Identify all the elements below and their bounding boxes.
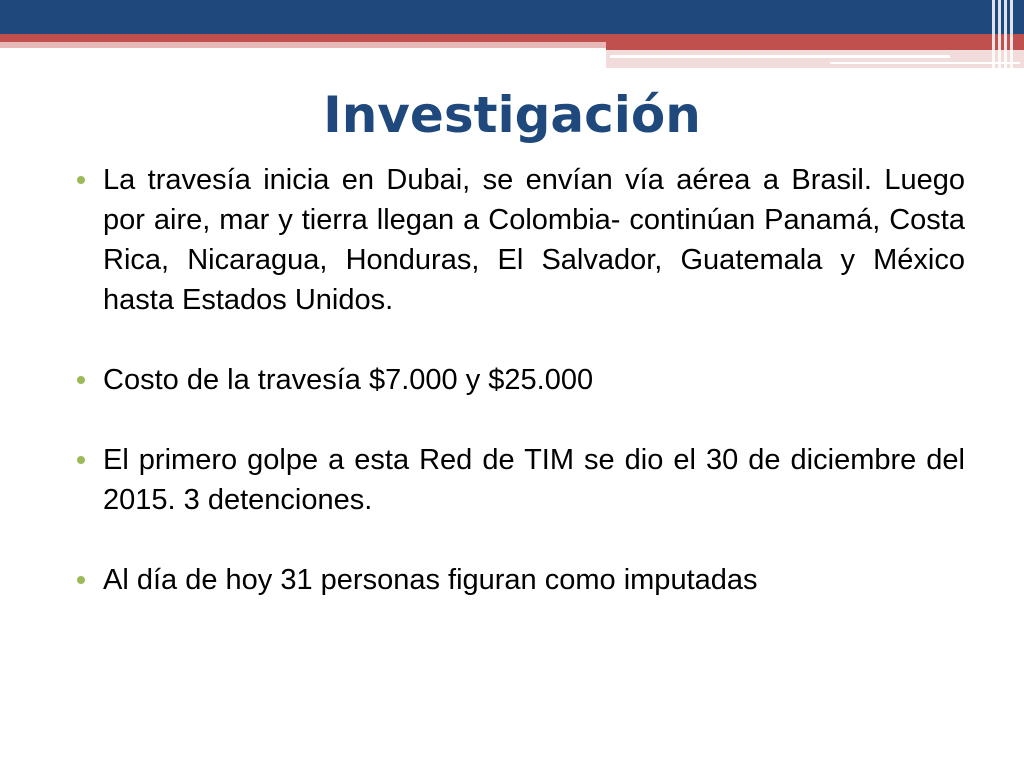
header-bar-red [0, 34, 1024, 42]
header-stripe [992, 0, 995, 70]
bullet-text: Costo de la travesía $7.000 y $25.000 [103, 364, 594, 396]
bullet-item [70, 440, 965, 520]
header-stripe [1010, 0, 1013, 70]
bullet-item [70, 360, 965, 400]
bullet-item [70, 160, 965, 320]
bullet-dot-icon [77, 576, 85, 584]
bullet-text: La travesía inicia en Dubai, se envían vía aérea a Brasil. Luego por aire, mar y tierra llegan a Colombia- continúan Panamá, Costa Rica, Nicaragua, Honduras, El Salvador, Guatemala y México hasta Estados Unidos. [103, 164, 965, 316]
bullet-text: Al día de hoy 31 personas figuran como imputadas [103, 564, 758, 596]
header-stripe [1004, 0, 1007, 70]
header-bar-red-right [606, 42, 1024, 50]
slide-title: Investigación [323, 86, 701, 144]
header-bar-pink-right [606, 50, 1024, 68]
header-divider-line [610, 55, 950, 58]
header-bar-blue [0, 0, 1024, 34]
bullet-dot-icon [77, 176, 85, 184]
header-bar-pink [0, 42, 606, 48]
bullet-dot-icon [77, 456, 85, 464]
header-stripes [990, 0, 1024, 70]
bullet-text: El primero golpe a esta Red de TIM se dio el 30 de diciembre del 2015. 3 detenciones. [103, 444, 965, 516]
bullet-list [70, 160, 965, 600]
bullet-item [70, 560, 965, 600]
header-stripe [998, 0, 1001, 70]
bullet-dot-icon [77, 376, 85, 384]
